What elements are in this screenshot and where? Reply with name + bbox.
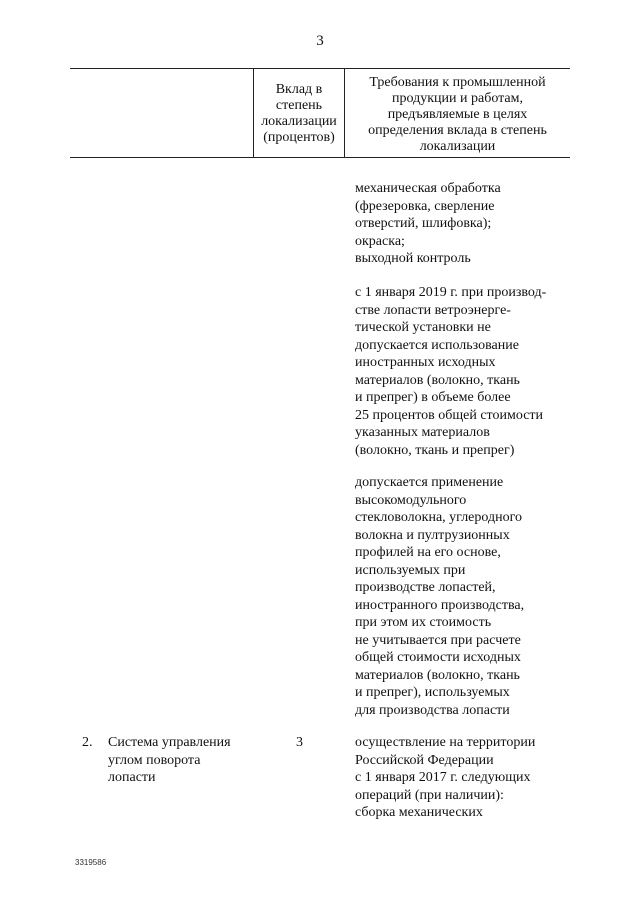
text-line: для производства лопасти	[355, 702, 510, 718]
page-number: 3	[316, 33, 324, 49]
text-line: с 1 января 2017 г. следующих	[355, 770, 531, 785]
table-top-rule	[70, 68, 570, 69]
header-localization-share	[254, 82, 344, 146]
requirements-block-fiber-exception	[355, 474, 524, 719]
text-line: допускается использование	[355, 337, 519, 353]
text-line: Российской Федерации	[355, 752, 494, 768]
row-localization-share: 3	[296, 735, 303, 750]
document-code: 3319586	[75, 858, 107, 867]
text-line: указанных материалов	[355, 425, 490, 440]
text-line: выходной контроль	[355, 251, 471, 266]
row-number: 2.	[82, 735, 93, 750]
text-line: иностранного производства,	[355, 597, 525, 613]
text-line: волокна и пултрузионных	[355, 527, 510, 543]
text-line: общей стоимости исходных	[355, 650, 521, 665]
text-line: стекловолокна, углеродного	[355, 510, 522, 525]
text-line: производстве лопастей,	[355, 580, 496, 595]
text-line: профилей на его основе,	[355, 545, 501, 560]
text-line: и препрег), используемых	[355, 685, 510, 700]
header-line: продукции и работам,	[392, 91, 523, 106]
header-line: (процентов)	[263, 130, 335, 145]
text-line: допускается применение	[355, 475, 504, 490]
text-line: стве лопасти ветроэнерге-	[355, 302, 511, 318]
text-line: используемых при	[355, 562, 466, 578]
text-line: с 1 января 2019 г. при производ-	[355, 285, 547, 300]
row-component-name	[108, 734, 231, 787]
table-header-bottom-rule	[70, 157, 570, 158]
text-line: сборка механических	[355, 805, 483, 820]
text-line: иностранных исходных	[355, 355, 496, 370]
header-requirements	[345, 75, 570, 155]
text-line: материалов (волокно, ткань	[355, 372, 520, 388]
header-line: Требования к промышленной	[369, 75, 546, 90]
header-line: Вклад в	[275, 82, 323, 97]
text-line: операций (при наличии):	[355, 787, 504, 803]
text-line: (волокно, ткань и препрег)	[355, 442, 515, 458]
text-line: высокомодульного	[355, 492, 467, 508]
text-line: отверстий, шлифовка);	[355, 216, 492, 231]
text-line: углом поворота	[108, 752, 201, 768]
text-line: осуществление на территории	[355, 735, 536, 750]
text-line: не учитывается при расчете	[355, 632, 521, 648]
text-line: механическая обработка	[355, 181, 501, 196]
text-line: 25 процентов общей стоимости	[355, 407, 544, 423]
requirements-block-foreign-materials	[355, 284, 546, 459]
text-line: материалов (волокно, ткань	[355, 667, 520, 683]
text-line: при этом их стоимость	[355, 615, 492, 630]
text-line: окраска;	[355, 233, 405, 249]
text-line: и препрег) в объеме более	[355, 390, 511, 405]
text-line: Система управления	[108, 735, 231, 750]
requirements-block-row-2	[355, 734, 535, 822]
header-line: степень	[275, 98, 323, 113]
header-line: предъявляемые в целях	[387, 107, 528, 122]
text-line: (фрезеровка, сверление	[355, 198, 495, 214]
header-line: локализации	[419, 139, 496, 154]
text-line: лопасти	[108, 770, 156, 785]
text-line: тической установки не	[355, 320, 491, 335]
header-line: локализации	[261, 114, 337, 129]
requirements-block-operations	[355, 180, 501, 268]
header-line: определения вклада в степень	[368, 123, 547, 138]
